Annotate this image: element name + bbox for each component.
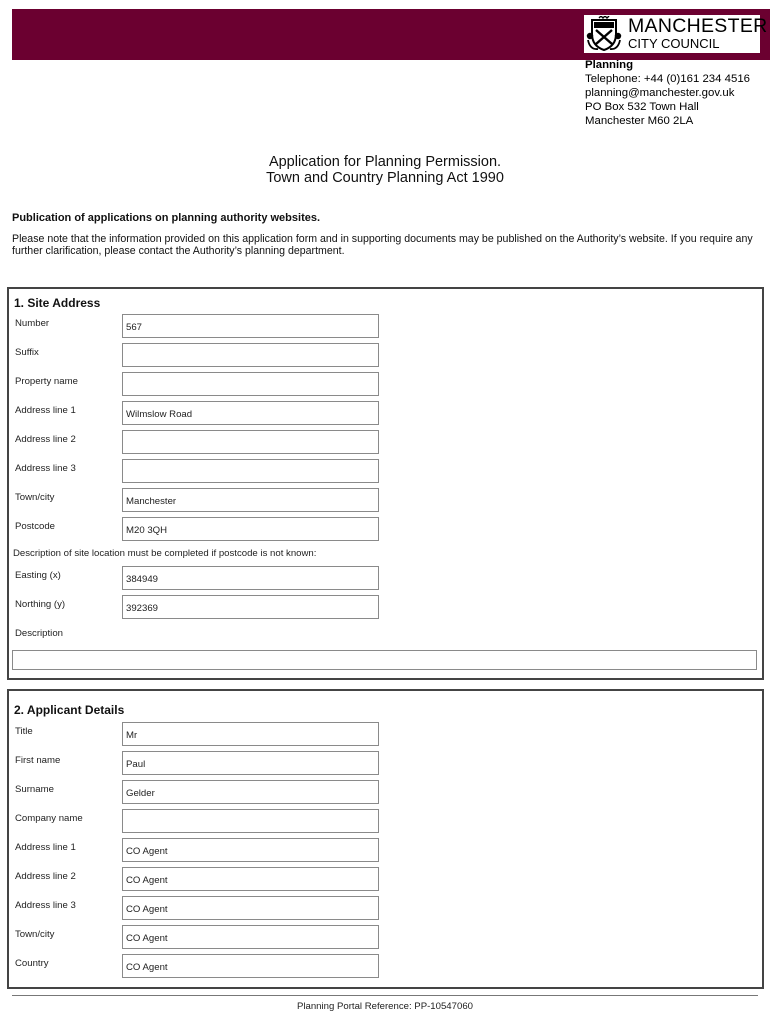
applicant-address-line1-label: Address line 1 [15,842,76,853]
contact-po-box: PO Box 532 Town Hall [585,101,699,113]
applicant-first-name-field[interactable]: Paul [122,751,379,775]
contact-department: Planning [585,59,634,71]
site-address-line2-label: Address line 2 [15,434,76,445]
applicant-surname-field[interactable]: Gelder [122,780,379,804]
site-address-section [7,287,764,680]
crest-icon [586,16,622,52]
applicant-first-name-label: First name [15,755,61,766]
applicant-address-line2-field[interactable]: CO Agent [122,867,379,891]
site-postcode-label: Postcode [15,521,56,532]
applicant-title: 2. Applicant Details [14,703,125,717]
site-address-line2-field[interactable] [122,430,379,454]
applicant-company-field[interactable] [122,809,379,833]
description-field[interactable] [12,650,757,670]
site-town-label: Town/city [15,492,55,503]
form-subtitle: Town and Country Planning Act 1990 [266,170,504,186]
site-address-line1-field[interactable]: Wilmslow Road [122,401,379,425]
publication-text: Please note that the information provided on this application form and in supporting documents may be published on the Authority’s website. If you require any further clarification, please contact the Authority’s planning department. [12,233,753,257]
site-suffix-label: Suffix [15,347,39,358]
applicant-country-label: Country [15,958,49,969]
applicant-address-line1-field[interactable]: CO Agent [122,838,379,862]
northing-label: Northing (y) [15,599,66,610]
footer-divider [12,995,758,996]
applicant-town-label: Town/city [15,929,55,940]
applicant-title-label: Title [15,726,33,737]
description-label: Description [15,628,63,639]
council-logo [584,15,768,53]
applicant-address-line3-field[interactable]: CO Agent [122,896,379,920]
site-number-field[interactable]: 567 [122,314,379,338]
applicant-company-label: Company name [15,813,83,824]
logo-title: MANCHESTER [628,15,768,37]
applicant-address-line3-label: Address line 3 [15,900,76,911]
applicant-town-field[interactable]: CO Agent [122,925,379,949]
form-title: Application for Planning Permission. [268,154,502,170]
site-suffix-field[interactable] [122,343,379,367]
site-property-name-label: Property name [15,376,78,387]
contact-city: Manchester M60 2LA [585,115,694,127]
site-property-name-field[interactable] [122,372,379,396]
applicant-country-field[interactable]: CO Agent [122,954,379,978]
site-town-field[interactable]: Manchester [122,488,379,512]
site-number-label: Number [15,318,50,329]
site-postcode-field[interactable]: M20 3QH [122,517,379,541]
site-location-note: Description of site location must be completed if postcode is not known: [13,548,317,559]
easting-field[interactable]: 384949 [122,566,379,590]
site-address-line3-label: Address line 3 [15,463,76,474]
contact-email[interactable]: planning@manchester.gov.uk [585,87,735,99]
northing-field[interactable]: 392369 [122,595,379,619]
site-address-line3-field[interactable] [122,459,379,483]
site-address-title: 1. Site Address [14,296,101,310]
portal-reference: Planning Portal Reference: PP-10547060 [296,1001,473,1012]
applicant-section [7,689,764,989]
publication-heading: Publication of applications on planning authority websites. [12,212,321,224]
applicant-address-line2-label: Address line 2 [15,871,76,882]
contact-block [585,58,750,128]
easting-label: Easting (x) [15,570,61,581]
applicant-surname-label: Surname [15,784,54,795]
applicant-title-field[interactable]: Mr [122,722,379,746]
logo-subtitle: CITY COUNCIL [628,36,720,51]
contact-telephone: Telephone: +44 (0)161 234 4516 [585,73,750,85]
site-address-line1-label: Address line 1 [15,405,76,416]
